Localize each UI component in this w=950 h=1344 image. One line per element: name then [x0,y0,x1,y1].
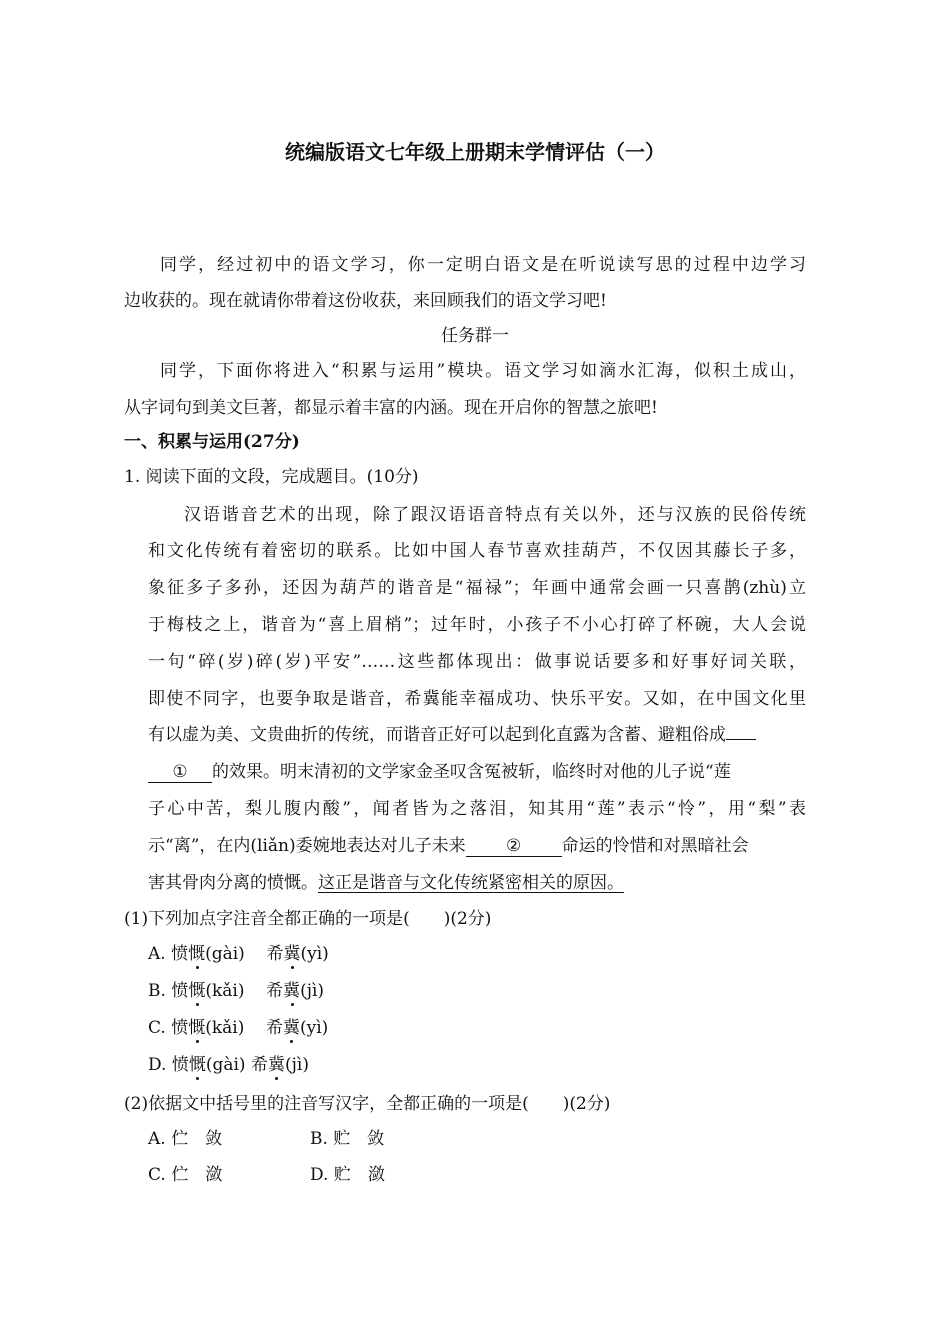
task-group-heading: 任务群一 [441,326,509,346]
subquestion-2-stem: (2)依据文中括号里的注音写汉字，全都正确的一项是( )(2分) [124,1094,611,1114]
passage-line-1: 汉语谐音艺术的出现，除了跟汉语语音特点有关以外，还与汉族的民俗传统 [184,505,806,525]
passage-line-4: 于梅枝之上，谐音为“喜上眉梢”；过年时，小孩子不小心打碎了杯碗，大人会说 [148,615,806,635]
intro-line-1: 同学，经过初中的语文学习，你一定明白语文是在听说读写思的过程中边学习 [160,255,806,275]
option-text: 贮 潋 [333,1165,385,1185]
option-char: 愤 [171,981,189,1001]
option-label: B. [148,981,166,1001]
option-text: 伫 敛 [171,1129,223,1149]
dotted-char: 冀 [283,981,301,1001]
passage-line-2: 和文化传统有着密切的联系。比如中国人春节喜欢挂葫芦，不仅因其藤长子多， [148,541,806,561]
pinyin: (yì) [299,1018,329,1038]
option-char: 希 [266,981,284,1001]
sub2-option-a[interactable] [148,1128,222,1150]
sub1-option-a[interactable] [148,943,329,965]
dotted-char: 慨 [188,1055,206,1075]
section-heading: 一、积累与运用(27分) [124,432,300,452]
option-label: C. [148,1165,166,1185]
task-intro-line-1: 同学，下面你将进入“积累与运用”模块。语文学习如滴水汇海，似积土成山， [160,361,806,381]
option-label: D. [148,1055,167,1075]
dotted-char: 慨 [188,944,206,964]
sub1-option-b[interactable] [148,980,324,1002]
passage-line-10 [148,835,749,857]
sub2-option-b[interactable] [310,1128,384,1150]
option-text: 贮 敛 [333,1129,385,1149]
passage-line-7-text: 有以虚为美、文贵曲折的传统，而谐音正好可以起到化直露为含蓄、避粗俗成 [148,725,726,745]
blank-2[interactable]: ② [466,836,562,857]
option-char: 希 [266,944,284,964]
passage-line-9: 子心中苦，梨儿腹内酸”，闻者皆为之落泪，知其用“莲”表示“怜”，用“梨”表 [148,799,806,819]
blank-1-tail [726,739,756,740]
passage-line-8 [148,761,731,783]
option-label: A. [148,944,166,964]
dotted-char: 冀 [283,944,301,964]
pinyin: (yì) [300,944,329,964]
pinyin: (kǎi) [205,981,245,1001]
sub2-option-c[interactable] [148,1164,222,1186]
passage-underlined-sentence: 这正是谐音与文化传统紧密相关的原因。 [318,873,624,893]
passage-line-8-text: 的效果。明末清初的文学家金圣叹含冤被斩，临终时对他的儿子说“莲 [212,762,731,782]
dotted-char: 慨 [188,1018,206,1038]
option-char: 希 [250,1055,268,1075]
option-label: C. [148,1018,166,1038]
question-1-stem: 1. 阅读下面的文段，完成题目。(10分) [124,467,419,487]
passage-line-10-text-before: 示“离”，在内(liǎn)委婉地表达对儿子未来 [148,836,466,856]
option-label: D. [310,1165,329,1185]
passage-line-5: 一句“碎(岁)碎(岁)平安”……这些都体现出：做事说话要多和好事好词关联， [148,652,806,672]
option-label: A. [148,1129,166,1149]
option-char: 愤 [171,1018,189,1038]
dotted-char: 慨 [188,981,206,1001]
passage-line-10-text-after: 命运的怜惜和对黑暗社会 [561,836,749,856]
option-char: 愤 [171,944,189,964]
option-char: 愤 [171,1055,189,1075]
passage-line-6: 即使不同字，也要争取是谐音，希冀能幸福成功、快乐平安。又如，在中国文化里 [148,689,806,709]
passage-line-11-plain: 害其骨肉分离的愤慨。 [148,873,318,893]
sub1-option-c[interactable] [148,1017,328,1039]
passage-line-11 [148,872,624,894]
blank-1[interactable]: ① [148,762,212,783]
option-text: 伫 潋 [171,1165,223,1185]
pinyin: (gài) [205,1055,246,1075]
sub1-option-d[interactable] [148,1054,309,1076]
passage-line-7 [148,724,756,746]
task-intro-line-2: 从字词句到美文巨著，都显示着丰富的内涵。现在开启你的智慧之旅吧! [124,398,658,418]
passage-line-3: 象征多子多孙，还因为葫芦的谐音是“福禄”；年画中通常会画一只喜鹊(zhù)立 [148,578,806,598]
pinyin: (jì) [284,1055,309,1075]
option-char: 希 [265,1018,283,1038]
dotted-char: 冀 [282,1018,300,1038]
pinyin: (gài) [205,944,245,964]
dotted-char: 冀 [267,1055,285,1075]
page-title: 统编版语文七年级上册期末学情评估（一） [285,140,665,164]
sub2-option-d[interactable] [310,1164,385,1186]
subquestion-1-stem: (1)下列加点字注音全都正确的一项是( )(2分) [124,909,492,929]
pinyin: (kǎi) [205,1018,245,1038]
pinyin: (jì) [300,981,325,1001]
option-label: B. [310,1129,328,1149]
intro-line-2: 边收获的。现在就请你带着这份收获，来回顾我们的语文学习吧! [124,291,607,311]
